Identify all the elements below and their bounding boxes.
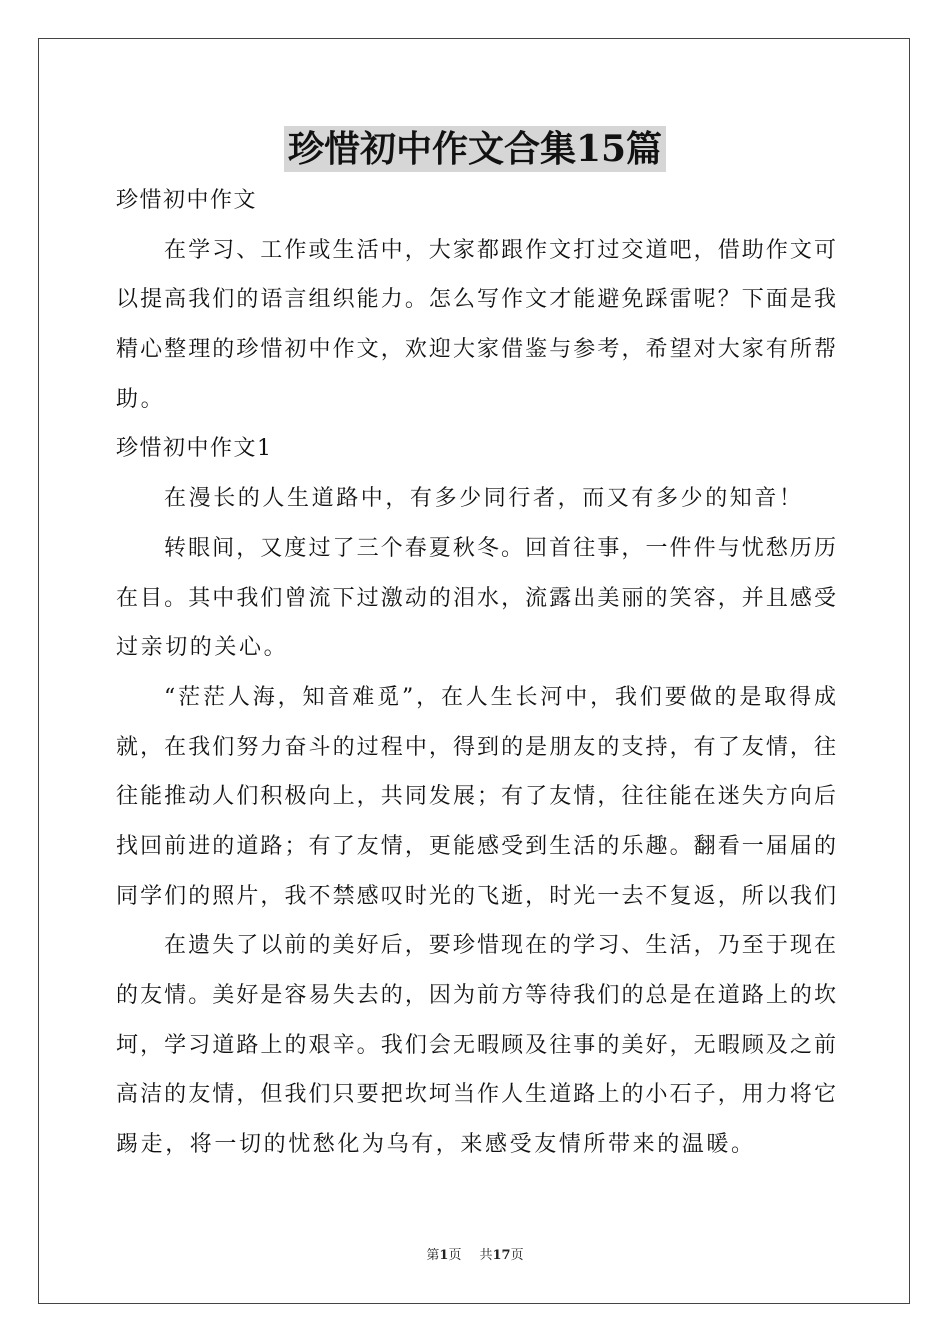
- text-line: 在遗失了以前的美好后，要珍惜现在的学习、生活，乃至于现在: [164, 933, 836, 959]
- text-line: 在学习、工作或生活中，大家都跟作文打过交道吧，借助作文可: [164, 237, 836, 263]
- total-suffix: 页: [510, 1248, 524, 1263]
- text-line: 助。: [116, 386, 166, 412]
- text-line: 以提高我们的语言组织能力。怎么写作文才能避免踩雷呢？下面是我: [116, 287, 836, 313]
- page-number: 1: [439, 1248, 449, 1263]
- text-line: 同学们的照片，我不禁感叹时光的飞逝，时光一去不复返，所以我们: [116, 883, 836, 909]
- section-heading: 珍惜初中作文: [116, 188, 258, 213]
- text-line: 往能推动人们积极向上，共同发展；有了友情，往往能在迷失方向后: [116, 784, 836, 810]
- text-line: 的友情。美好是容易失去的，因为前方等待我们的总是在道路上的坎: [116, 983, 836, 1008]
- text-line: 过亲切的关心。: [116, 635, 289, 661]
- title-container: [0, 126, 950, 172]
- text-line: “茫茫人海，知音难觅”，在人生长河中，我们要做的是取得成: [164, 684, 836, 710]
- text-line: 转眼间，又度过了三个春夏秋冬。回首往事，一件件与忧愁历历: [164, 535, 836, 561]
- text-line: 踢走，将一切的忧愁化为乌有，来感受友情所带来的温暖。: [116, 1132, 756, 1158]
- page-footer: [0, 1246, 950, 1266]
- total-pages: 17: [492, 1248, 511, 1263]
- text-line: 就，在我们努力奋斗的过程中，得到的是朋友的支持，有了友情，往: [116, 734, 836, 760]
- document-title: 珍惜初中作文合集15篇: [284, 126, 666, 172]
- text-line: 精心整理的珍惜初中作文，欢迎大家借鉴与参考，希望对大家有所帮: [116, 337, 836, 363]
- page-suffix: 页: [448, 1248, 462, 1263]
- text-line: 在目。其中我们曾流下过激动的泪水，流露出美丽的笑容，并且感受: [116, 585, 836, 611]
- section-heading: 珍惜初中作文1: [116, 436, 273, 462]
- text-line: 在漫长的人生道路中，有多少同行者，而又有多少的知音！: [164, 486, 804, 512]
- document-body: [116, 176, 836, 1170]
- text-line: 找回前进的道路；有了友情，更能感受到生活的乐趣。翻看一届届的: [116, 833, 836, 859]
- text-line: 坷，学习道路上的艰辛。我们会无暇顾及往事的美好，无暇顾及之前: [116, 1032, 836, 1058]
- page-prefix: 第: [426, 1248, 440, 1263]
- text-line: 高洁的友情，但我们只要把坎坷当作人生道路上的小石子，用力将它: [116, 1082, 836, 1108]
- total-prefix: 共: [479, 1248, 493, 1263]
